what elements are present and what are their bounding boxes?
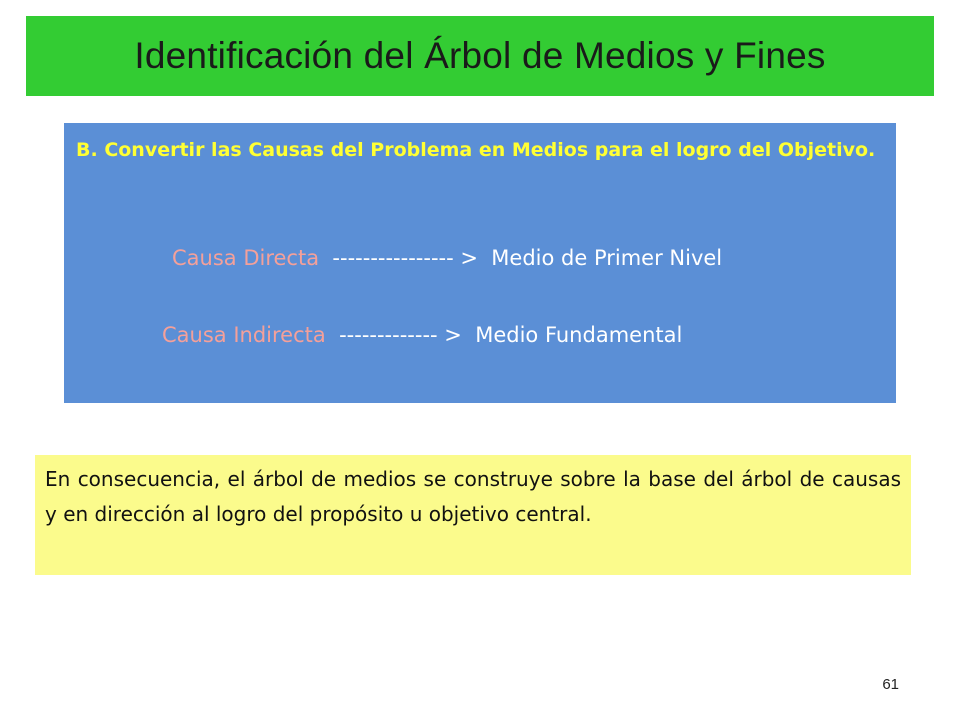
medio-fundamental-label: Medio Fundamental [475, 323, 683, 347]
cause-direct-label: Causa Directa [172, 246, 320, 270]
slide-title-bar [26, 16, 934, 96]
conversion-row-indirect [162, 323, 682, 347]
conversion-row-direct [172, 246, 722, 270]
arrow-direct: ---------------- > [319, 246, 492, 270]
conversion-panel [64, 123, 896, 403]
note-panel [35, 455, 911, 575]
arrow-indirect: ------------- > [325, 323, 476, 347]
slide-title: Identificación del Árbol de Medios y Fines [134, 35, 826, 76]
note-text: En consecuencia, el árbol de medios se construye sobre la base del árbol de causas y en dirección al logro del propósito u objetivo central. [45, 467, 901, 526]
cause-indirect-label: Causa Indirecta [162, 323, 326, 347]
medio-primer-nivel-label: Medio de Primer Nivel [491, 246, 723, 270]
page-number: 61 [882, 676, 899, 693]
conversion-heading: B. Convertir las Causas del Problema en Medios para el logro del Objetivo. [76, 139, 876, 161]
